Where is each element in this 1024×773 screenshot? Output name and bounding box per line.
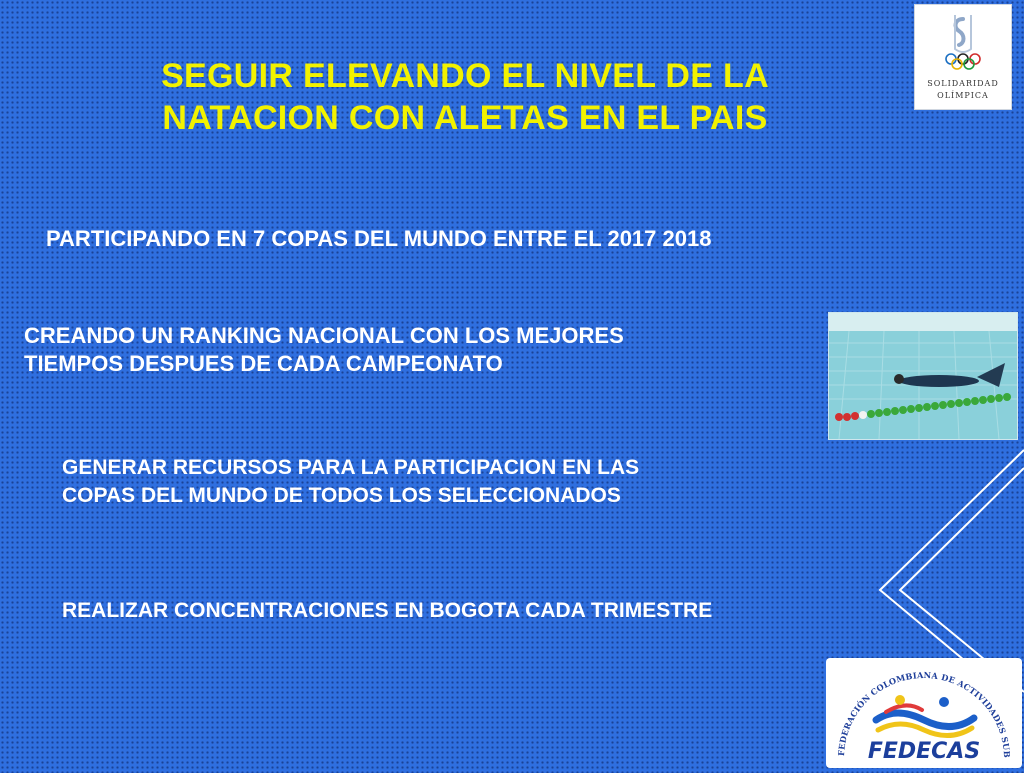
bullet-line: PARTICIPANDO EN 7 COPAS DEL MUNDO ENTRE EL 2017 2018 xyxy=(46,226,712,251)
fedecas-logo xyxy=(826,658,1022,768)
swimmer-pool-photo xyxy=(828,312,1018,440)
bullet-line: CREANDO UN RANKING NACIONAL CON LOS MEJORES xyxy=(24,323,624,348)
bullet-concentrations xyxy=(62,597,712,625)
bullet-line: REALIZAR CONCENTRACIONES EN BOGOTA CADA TRIMESTRE xyxy=(62,599,713,622)
logo-text-line: OLÍMPICA xyxy=(937,91,989,100)
slide-title: SEGUIR ELEVANDO EL NIVEL DE LA NATACION CON ALETAS EN EL PAIS xyxy=(161,57,769,137)
solidaridad-olimpica-logo xyxy=(914,4,1012,110)
waves-emblem-icon xyxy=(876,695,974,736)
bullet-line: COPAS DEL MUNDO DE TODOS LOS SELECCIONADOS xyxy=(62,484,621,507)
bullet-world-cups xyxy=(46,225,711,253)
bullet-line: GENERAR RECURSOS PARA LA PARTICIPACION EN LAS xyxy=(62,456,640,479)
bullet-resources xyxy=(62,454,639,510)
bullet-national-ranking xyxy=(24,322,624,378)
fedecas-arc-text: FEDERACIÓN COLOMBIANA DE ACTIVIDADES SUB xyxy=(835,669,1013,759)
olympic-rings-icon xyxy=(915,5,1011,75)
fedecas-name: FEDECAS xyxy=(867,739,981,764)
bullet-line: TIEMPOS DESPUES DE CADA CAMPEONATO xyxy=(24,351,503,376)
swimmer-illustration-icon xyxy=(829,313,1017,439)
logo-text-line: SOLIDARIDAD xyxy=(927,79,999,88)
